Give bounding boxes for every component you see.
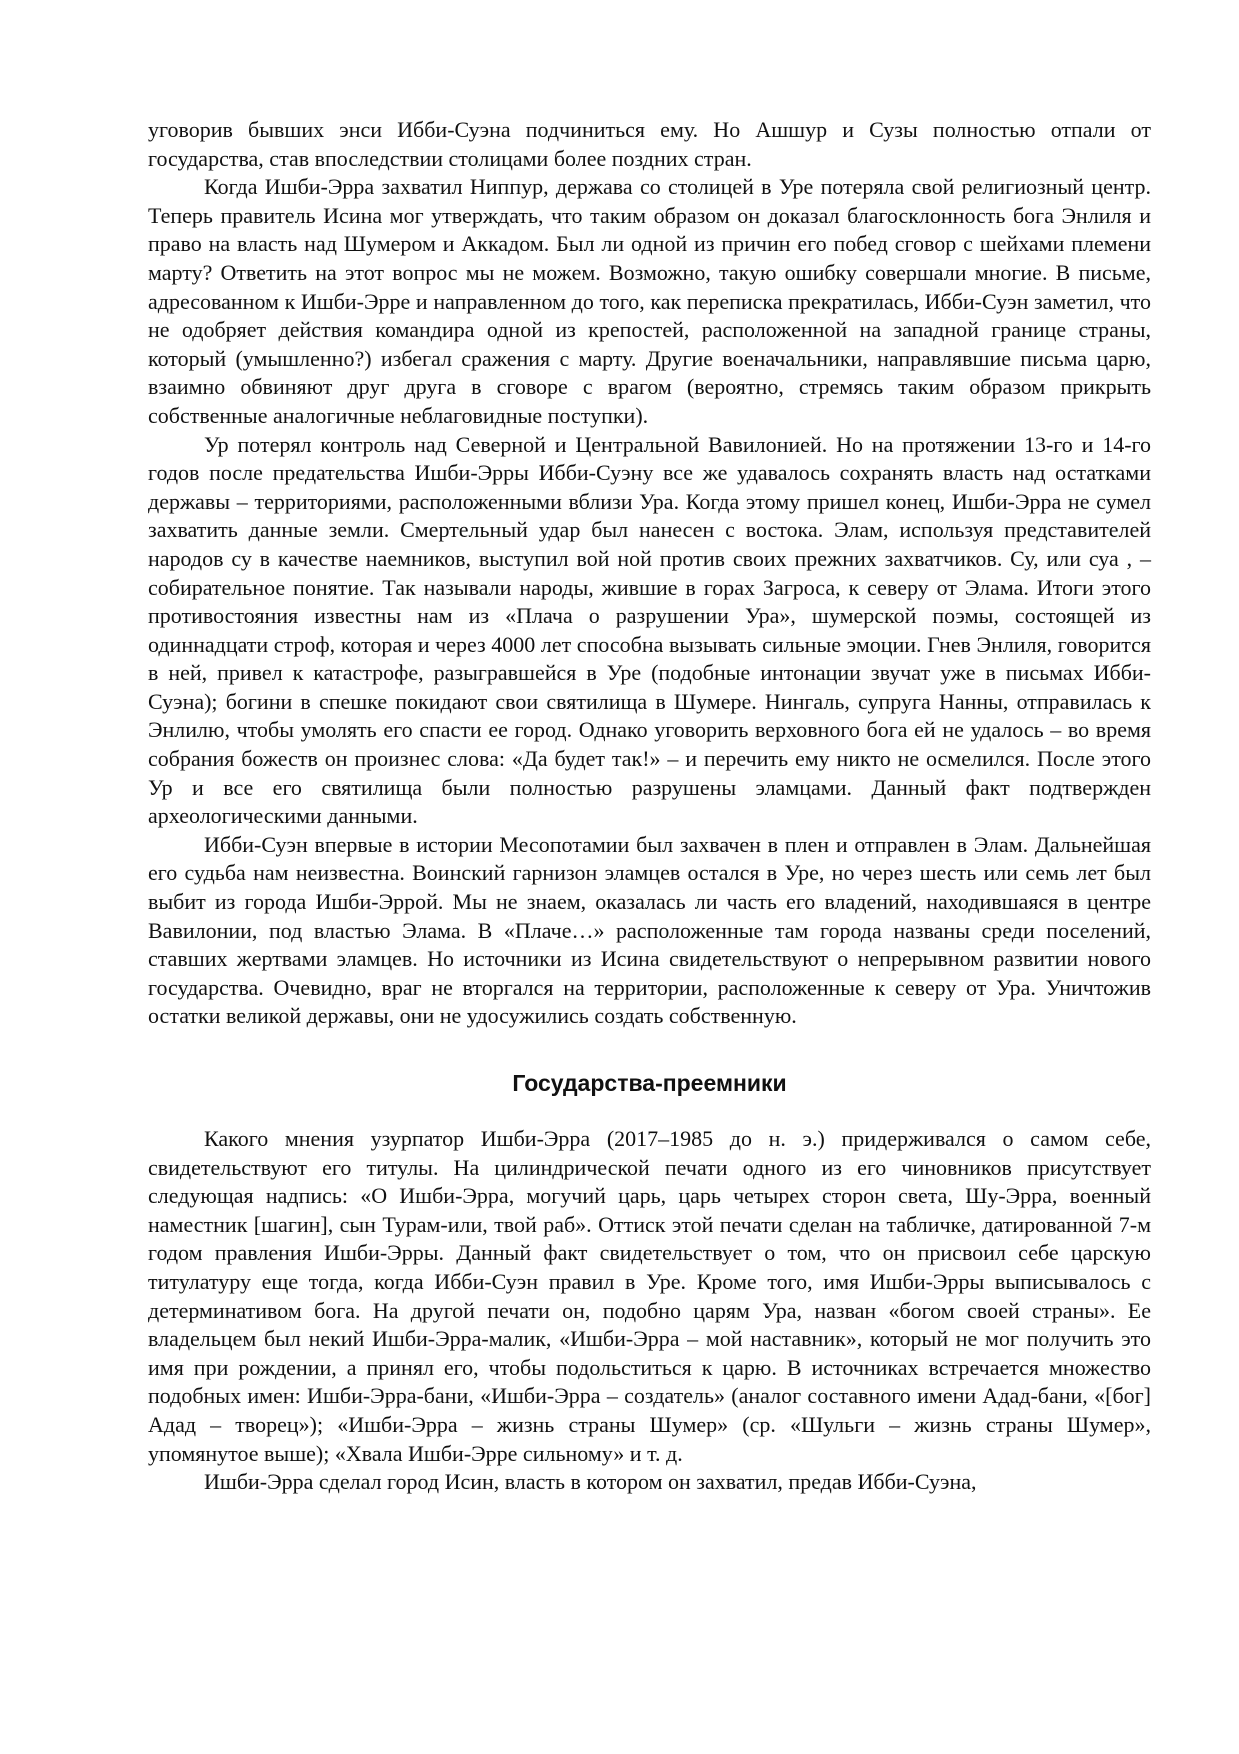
paragraph-4: Ибби-Суэн впервые в истории Месопотамии был захвачен в плен и отправлен в Элам. Дальнейшая его судьба нам неизвестна. Воинский гарнизон эламцев остался в Уре, но через шесть или семь лет был выбит из города Ишби-Эррой. Мы не знаем, оказалась ли часть его владений, находившаяся в центре Вавилонии, под властью Элама. В «Плаче…» расположенные там города названы среди поселений, ставших жертвами эламцев. Но источники из Исина свидетельствуют о непрерывном развитии нового государства. Очевидно, враг не вторгался на территории, расположенные к северу от Ура. Уничтожив остатки великой державы, они не удосужились создать собственную. bbox=[148, 831, 1151, 1029]
paragraph-5: Какого мнения узурпатор Ишби-Эрра (2017–1985 до н. э.) придерживался о самом себе, свидетельствуют его титулы. На цилиндрической печати одного из его чиновников присутствует следующая надпись: «О Ишби-Эрра, могучий царь, царь четырех сторон света, Шу-Эрра, военный наместник [шагин], сын Турам-или, твой раб». Оттиск этой печати сделан на табличке, датированной 7-м годом правления Ишби-Эрры. Данный факт свидетельствует о том, что он присвоил себе царскую титулатуру еще тогда, когда Ибби-Суэн правил в Уре. Кроме того, имя Ишби-Эрры выписывалось с детерминативом бога. На другой печати он, подобно царям Ура, назван «богом своей страны». Ее владельцем был некий Ишби-Эрра-малик, «Ишби-Эрра – мой наставник», который не мог получить это имя при рождении, а принял его, чтобы подольститься к царю. В источниках встречается множество подобных имен: Ишби-Эрра-бани, «Ишби-Эрра – создатель» (аналог составного имени Адад-бани, «[бог] Адад – творец»); «Ишби-Эрра – жизнь страны Шумер» (ср. «Шульги – жизнь страны Шумер», упомянутое выше); «Хвала Ишби-Эрре сильному» и т. д. bbox=[148, 1126, 1151, 1466]
paragraph-3: Ур потерял контроль над Северной и Центральной Вавилонией. Но на протяжении 13-го и 14-го годов после предательства Ишби-Эрры Ибби-Суэну все же удавалось сохранять власть над остатками державы – территориями, расположенными вблизи Ура. Когда этому пришел конец, Ишби-Эрра не сумел захватить данные земли. Смертельный удар был нанесен с востока. Элам, используя представителей народов су в качестве наемников, выступил вой ной против своих прежних захватчиков. Су, или суа , – собирательное понятие. Так называли народы, жившие в горах Загроса, к северу от Элама. Итоги этого противостояния известны нам из «Плача о разрушении Ура», шумерской поэмы, состоящей из одиннадцати строф, которая и через 4000 лет способна вызывать сильные эмоции. Гнев Энлиля, говорится в ней, привел к катастрофе, разыгравшейся в Уре (подобные интонации звучат уже в письмах Ибби-Суэна); богини в спешке покидают свои святилища в Шумере. Нингаль, супруга Нанны, отправилась к Энлилю, чтобы умолять его спасти ее город. Однако уговорить верховного бога ей не удалось – во время собрания божеств он произнес слова: «Да будет так!» – и перечить ему никто не осмелился. После этого Ур и все его святилища были полностью разрушены эламцами. Данный факт подтвержден археологическими данными. bbox=[148, 431, 1151, 829]
section-heading: Государства-преемники bbox=[512, 1070, 787, 1096]
paragraph-2: Когда Ишби-Эрра захватил Ниппур, держава со столицей в Уре потеряла свой религиозный центр. Теперь правитель Исина мог утверждать, что таким образом он доказал благосклонность бога Энлиля и право на власть над Шумером и Аккадом. Был ли одной из причин его побед сговор с шейхами племени марту? Ответить на этот вопрос мы не можем. Возможно, такую ошибку совершали многие. В письме, адресованном к Ишби-Эрре и направленном до того, как переписка прекратилась, Ибби-Суэн заметил, что не одобряет действия командира одной из крепостей, расположенной на западной границе страны, который (умышленно?) избегал сражения с марту. Другие военачальники, направлявшие письма царю, взаимно обвиняют друг друга в сговоре с врагом (вероятно, стремясь таким образом прикрыть собственные аналогичные неблаговидные поступки). bbox=[148, 174, 1151, 428]
document-page bbox=[148, 116, 1151, 1497]
paragraph-6: Ишби-Эрра сделал город Исин, власть в котором он захватил, предав Ибби-Суэна, bbox=[204, 1469, 977, 1495]
paragraph-1: уговорив бывших энси Ибби-Суэна подчиниться ему. Но Ашшур и Сузы полностью отпали от государства, став впоследствии столицами более поздних стран. bbox=[148, 117, 1151, 171]
